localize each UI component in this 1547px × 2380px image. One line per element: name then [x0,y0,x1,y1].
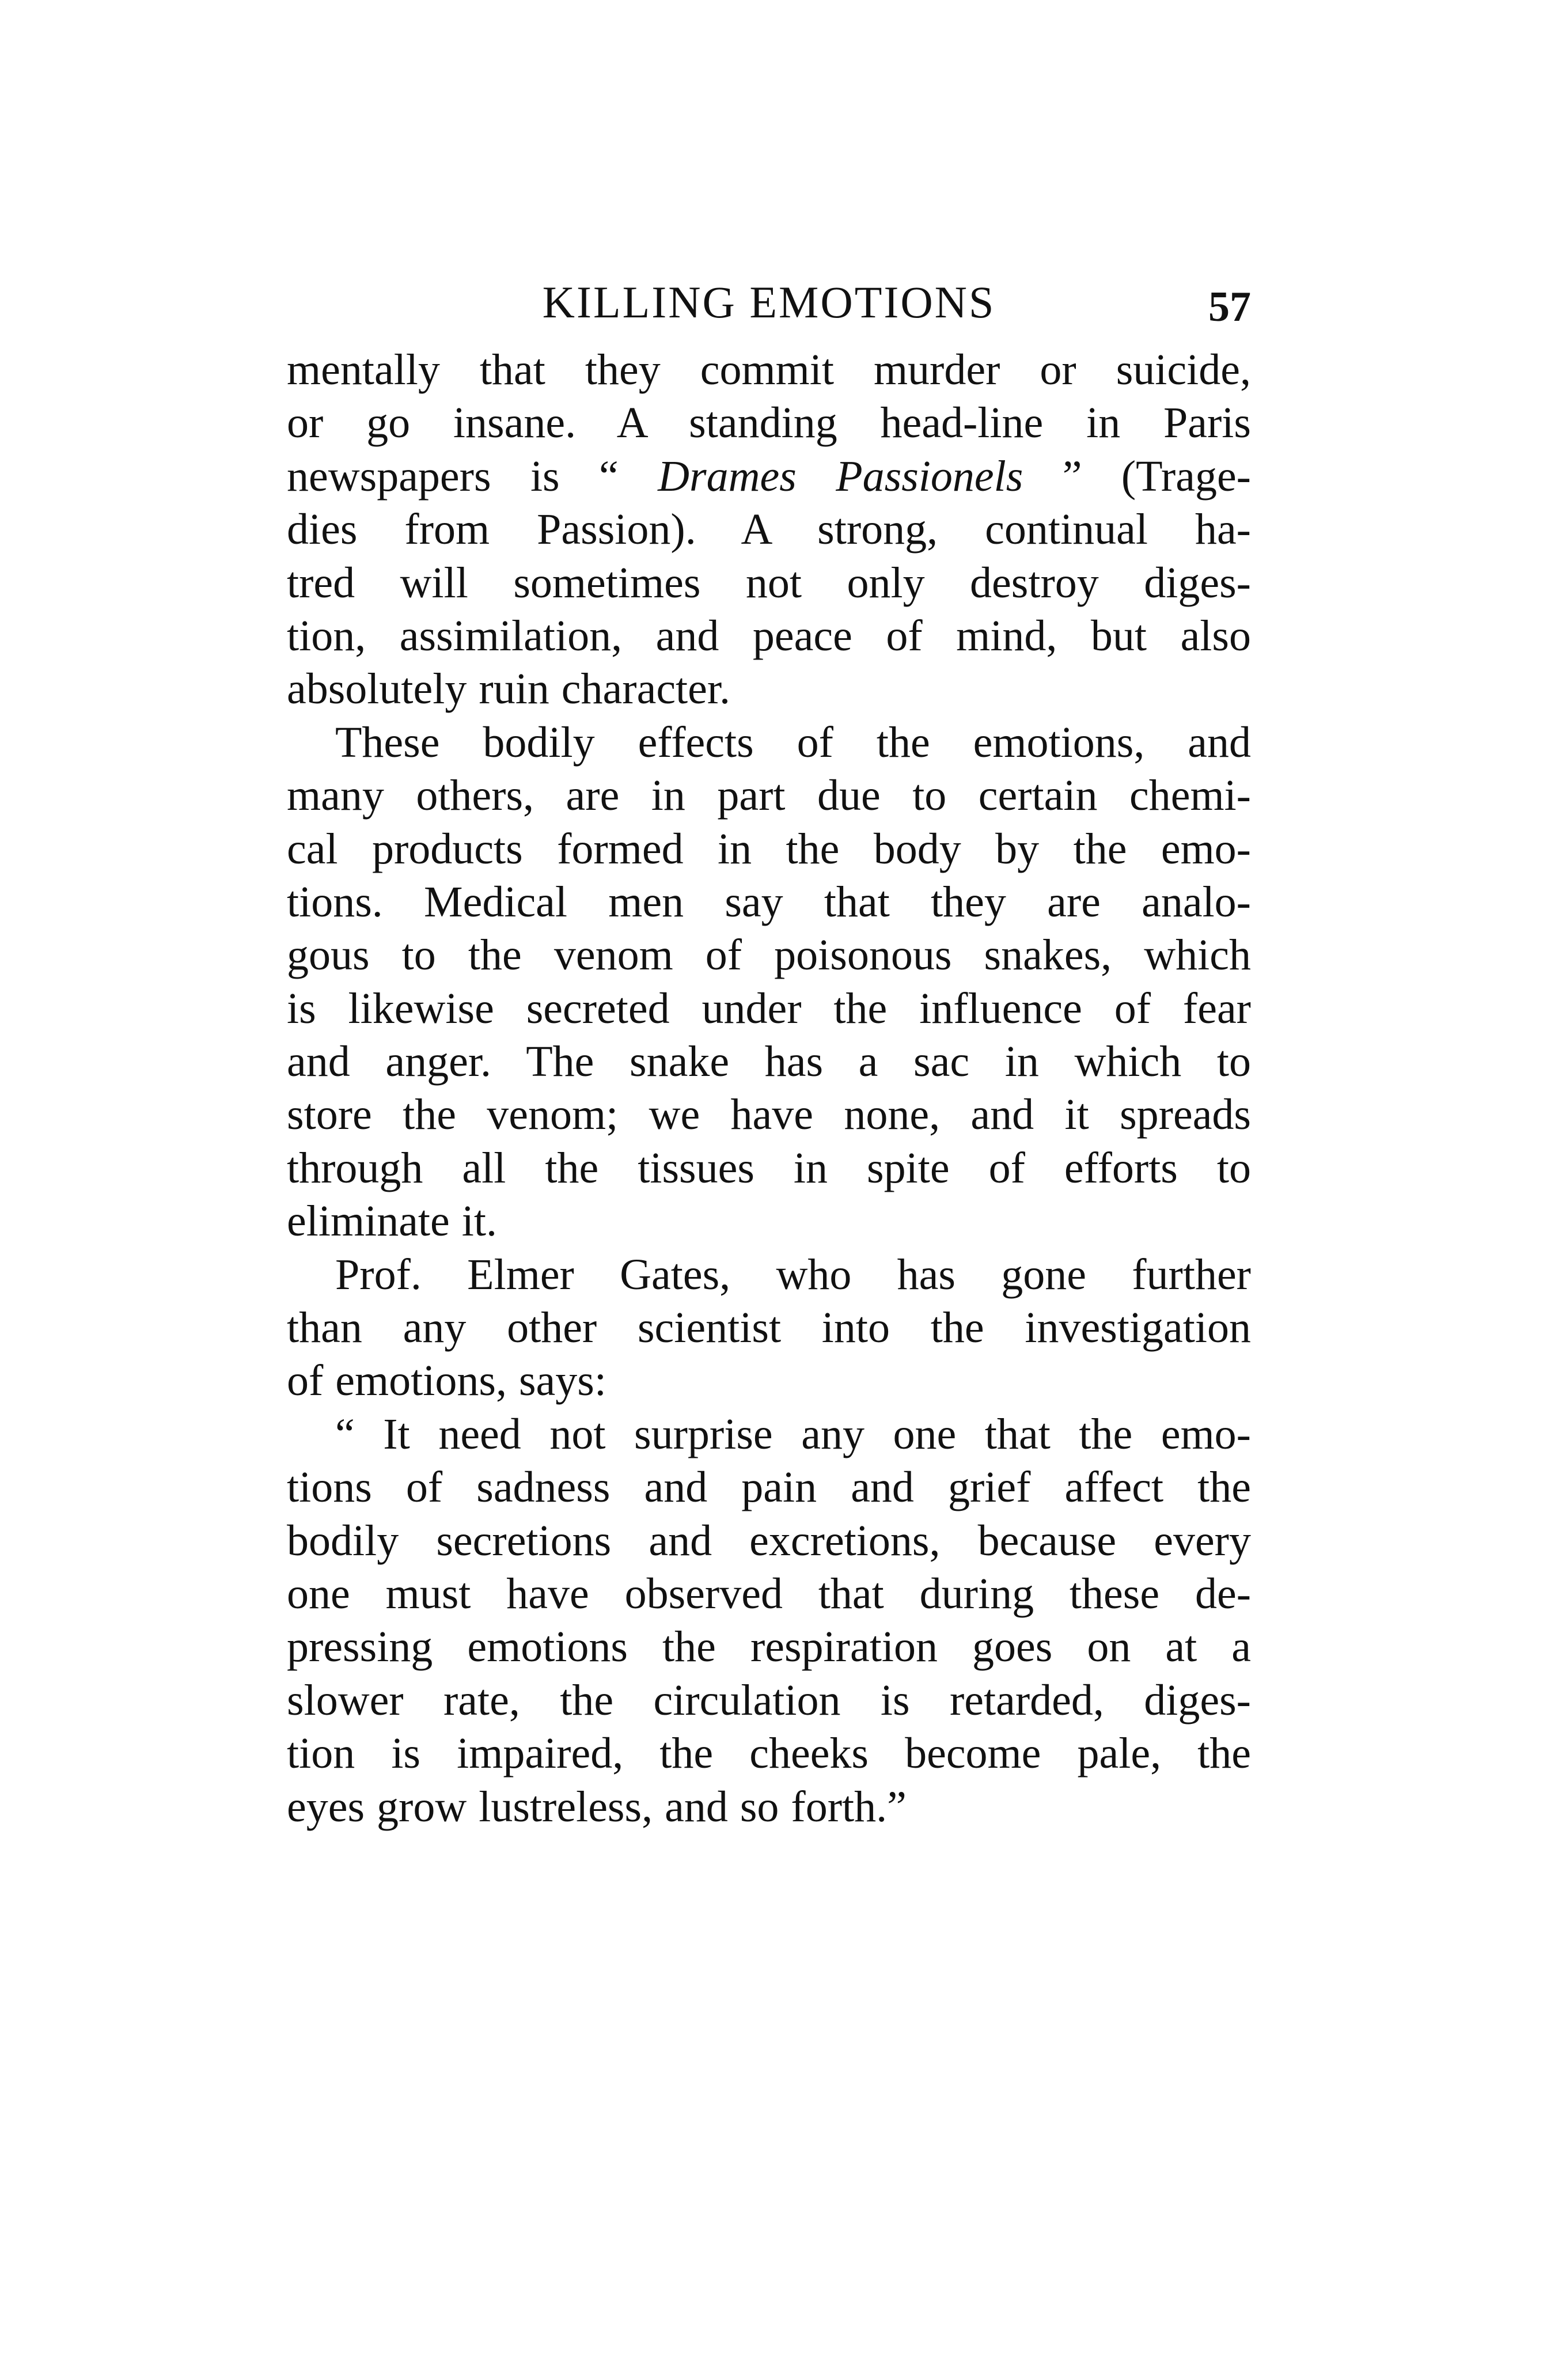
text-line: gous to the venom of poisonous snakes, which [287,931,1251,980]
text-line: “ It need not surprise any one that the emo- [335,1409,1251,1458]
text-line: and anger. The snake has a sac in which to [287,1037,1251,1086]
text-line: one must have observed that during these de- [287,1569,1251,1618]
text-line: dies from Passion). A strong, continual ha- [287,505,1251,554]
body-text [287,343,1251,1833]
running-title: KILLING EMOTIONS [542,277,996,327]
text-line: absolutely ruin character. [287,665,731,714]
text-line: eyes grow lustreless, and so forth.” [287,1782,907,1831]
text-line: cal products formed in the body by the emo- [287,824,1251,873]
text-line: many others, are in part due to certain chemi- [287,771,1251,820]
text-line: through all the tissues in spite of efforts to [287,1143,1251,1192]
text-line: or go insane. A standing head-line in Paris [287,399,1251,448]
text-line: of emotions, says: [287,1356,606,1405]
text-line: pressing emotions the respiration goes on at a [287,1623,1251,1672]
text-line: These bodily effects of the emotions, and [335,718,1251,767]
text-line: bodily secretions and excretions, because every [287,1516,1251,1565]
text-line: tred will sometimes not only destroy diges- [287,558,1251,607]
text-line: Prof. Elmer Gates, who has gone further [335,1250,1251,1299]
page-number: 57 [1208,283,1251,331]
text-line [287,450,1251,503]
italic-title: Drames Passionels [658,452,1023,501]
text-fragment: newspapers is “ [287,452,658,501]
text-line: tions of sadness and pain and grief affect the [287,1463,1251,1512]
text-line: store the venom; we have none, and it spreads [287,1090,1251,1139]
text-line: than any other scientist into the investigation [287,1303,1251,1352]
page-header [287,271,1251,334]
text-line: is likewise secreted under the influence of fear [287,984,1251,1033]
text-line: tion is impaired, the cheeks become pale, the [287,1729,1251,1778]
text-line: tions. Medical men say that they are analo- [287,877,1251,926]
text-fragment: ” (Trage- [1023,452,1251,501]
text-line: slower rate, the circulation is retarded, diges- [287,1676,1251,1725]
text-line: tion, assimilation, and peace of mind, but also [287,611,1251,660]
text-line: mentally that they commit murder or suicide, [287,346,1251,394]
text-line: eliminate it. [287,1197,498,1246]
